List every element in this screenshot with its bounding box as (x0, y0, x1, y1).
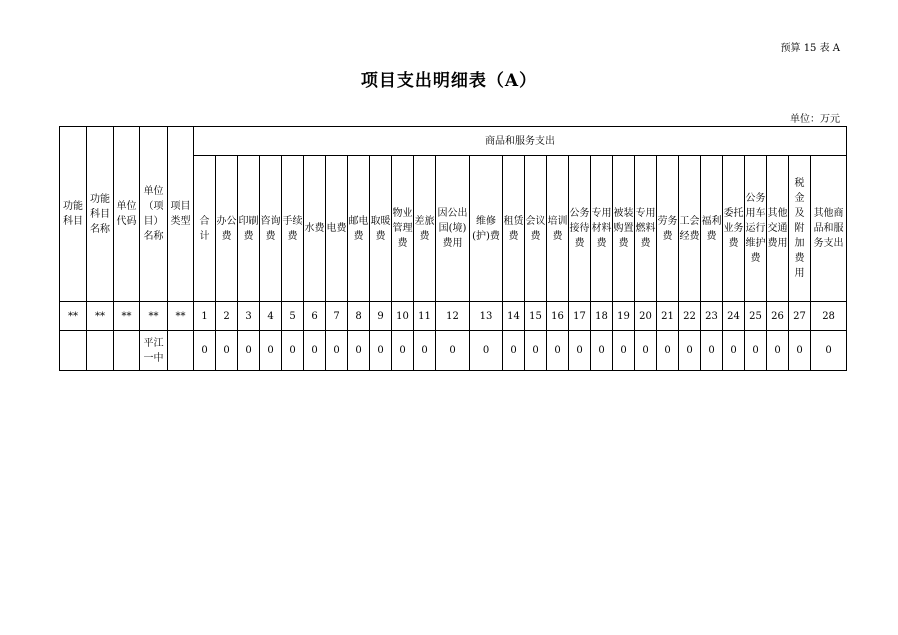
column-header-14 (503, 156, 525, 302)
data-cell (168, 331, 194, 371)
index-cell: 3 (238, 302, 260, 331)
column-header-20-label: 专用燃料费 (635, 208, 656, 249)
column-header-16-label: 培训费 (547, 215, 568, 242)
column-header-15 (525, 156, 547, 302)
index-cell: 14 (503, 302, 525, 331)
data-cell: 0 (348, 331, 370, 371)
data-cell: 0 (635, 331, 657, 371)
data-cell: 0 (547, 331, 569, 371)
index-cell: 4 (260, 302, 282, 331)
unit-label: 单位：万元 (790, 114, 840, 125)
column-header-20 (635, 156, 657, 302)
data-cell: 0 (282, 331, 304, 371)
index-cell: 9 (370, 302, 392, 331)
column-header-7-label: 电费 (326, 223, 347, 234)
index-cell: 20 (635, 302, 657, 331)
column-header-1-label: 合计 (199, 215, 210, 242)
column-header-25-label: 公务用车运行维护费 (745, 193, 766, 264)
column-header-25 (745, 156, 767, 302)
column-header-17 (569, 156, 591, 302)
index-cell: 28 (811, 302, 847, 331)
column-header-9-label: 取暖费 (370, 215, 391, 242)
column-header-10 (392, 156, 414, 302)
index-cell: 6 (304, 302, 326, 331)
index-cell: 18 (591, 302, 613, 331)
column-header-19-label: 被装购置费 (613, 208, 634, 249)
column-header-5-label: 手续费 (282, 215, 303, 242)
group-header: 商品和服务支出 (194, 127, 847, 156)
index-cell: 2 (216, 302, 238, 331)
left-header-3 (114, 127, 140, 302)
data-cell: 0 (194, 331, 216, 371)
data-cell: 0 (723, 331, 745, 371)
page-title: 项目支出明细表（A） (360, 71, 538, 91)
column-header-10-label: 物业管理费 (392, 208, 413, 249)
column-header-26-label: 其他交通费用 (767, 208, 788, 249)
column-header-8 (348, 156, 370, 302)
left-header-5-label: 项目类型 (170, 201, 191, 227)
column-header-24-label: 委托业务费 (723, 208, 744, 249)
column-header-4 (260, 156, 282, 302)
column-header-23 (701, 156, 723, 302)
column-header-16 (547, 156, 569, 302)
unit-name-cell (140, 331, 168, 371)
column-header-14-label: 租赁费 (503, 215, 524, 242)
data-cell: 0 (569, 331, 591, 371)
column-header-7 (326, 156, 348, 302)
column-header-28 (811, 156, 847, 302)
index-cell: ** (168, 302, 194, 331)
data-cell: 0 (216, 331, 238, 371)
column-header-19 (613, 156, 635, 302)
column-header-13-label: 维修(护)费 (472, 215, 500, 242)
column-header-18 (591, 156, 613, 302)
data-cell: 0 (392, 331, 414, 371)
column-header-12-label: 因公出国(境)费用 (437, 208, 468, 249)
column-header-28-label: 其他商品和服务支出 (813, 208, 844, 249)
column-header-21 (657, 156, 679, 302)
column-header-21-label: 劳务费 (657, 215, 678, 242)
index-cell: 11 (414, 302, 436, 331)
data-cell: 0 (701, 331, 723, 371)
index-cell: 23 (701, 302, 723, 331)
data-cell: 0 (811, 331, 847, 371)
budget-table (59, 126, 847, 371)
column-header-22 (679, 156, 701, 302)
data-cell (114, 331, 140, 371)
index-cell: 26 (767, 302, 789, 331)
index-cell: 10 (392, 302, 414, 331)
data-cell: 0 (767, 331, 789, 371)
column-header-13 (470, 156, 503, 302)
data-cell: 0 (745, 331, 767, 371)
data-cell: 0 (260, 331, 282, 371)
index-cell: 21 (657, 302, 679, 331)
column-header-23-label: 福利费 (701, 215, 722, 242)
column-header-27 (789, 156, 811, 302)
left-header-2 (87, 127, 114, 302)
data-cell (60, 331, 87, 371)
column-header-12 (436, 156, 470, 302)
column-header-4-label: 咨询费 (260, 215, 281, 242)
column-header-15-label: 会议费 (525, 215, 546, 242)
index-cell: 27 (789, 302, 811, 331)
index-cell: 19 (613, 302, 635, 331)
index-cell: ** (140, 302, 168, 331)
column-header-24 (723, 156, 745, 302)
column-header-1 (194, 156, 216, 302)
column-header-6 (304, 156, 326, 302)
index-cell: 7 (326, 302, 348, 331)
index-cell: 24 (723, 302, 745, 331)
index-cell: ** (60, 302, 87, 331)
column-header-9 (370, 156, 392, 302)
data-cell: 0 (304, 331, 326, 371)
index-cell: ** (87, 302, 114, 331)
index-cell: 16 (547, 302, 569, 331)
left-header-5 (168, 127, 194, 302)
column-header-18-label: 专用材料费 (591, 208, 612, 249)
index-cell: 12 (436, 302, 470, 331)
index-cell: 1 (194, 302, 216, 331)
left-header-4-label: 单位（项目）名称 (143, 186, 164, 242)
data-cell: 0 (591, 331, 613, 371)
index-cell: 5 (282, 302, 304, 331)
column-header-22-label: 工会经费 (679, 215, 700, 242)
unit-name-cell-label: 平江一中 (143, 337, 164, 364)
data-cell: 0 (789, 331, 811, 371)
table-code-label: 预算 15 表 A (780, 43, 840, 54)
column-header-8-label: 邮电费 (348, 215, 369, 242)
index-cell: 17 (569, 302, 591, 331)
left-header-4 (140, 127, 168, 302)
column-header-3 (238, 156, 260, 302)
column-header-17-label: 公务接待费 (569, 208, 590, 249)
column-header-11 (414, 156, 436, 302)
column-header-2 (216, 156, 238, 302)
column-header-27-label: 税金及附加费用 (794, 178, 805, 279)
left-header-2-label: 功能科目名称 (90, 193, 110, 235)
column-header-3-label: 印刷费 (238, 215, 259, 242)
data-cell: 0 (613, 331, 635, 371)
left-header-1-label: 功能科目 (63, 201, 83, 227)
index-cell: 25 (745, 302, 767, 331)
left-header-3-label: 单位代码 (116, 201, 137, 227)
index-cell: 13 (470, 302, 503, 331)
data-cell: 0 (679, 331, 701, 371)
column-header-6-label: 水费 (304, 223, 325, 234)
data-cell (87, 331, 114, 371)
data-cell: 0 (238, 331, 260, 371)
data-cell: 0 (326, 331, 348, 371)
index-cell: 15 (525, 302, 547, 331)
column-header-5 (282, 156, 304, 302)
data-cell: 0 (525, 331, 547, 371)
column-header-26 (767, 156, 789, 302)
index-cell: ** (114, 302, 140, 331)
column-header-11-label: 差旅费 (414, 215, 435, 242)
data-cell: 0 (657, 331, 679, 371)
data-cell: 0 (503, 331, 525, 371)
index-cell: 8 (348, 302, 370, 331)
index-cell: 22 (679, 302, 701, 331)
data-cell: 0 (370, 331, 392, 371)
left-header-1 (60, 127, 87, 302)
data-cell: 0 (436, 331, 470, 371)
data-cell: 0 (414, 331, 436, 371)
data-cell: 0 (470, 331, 503, 371)
column-header-2-label: 办公费 (216, 215, 237, 242)
